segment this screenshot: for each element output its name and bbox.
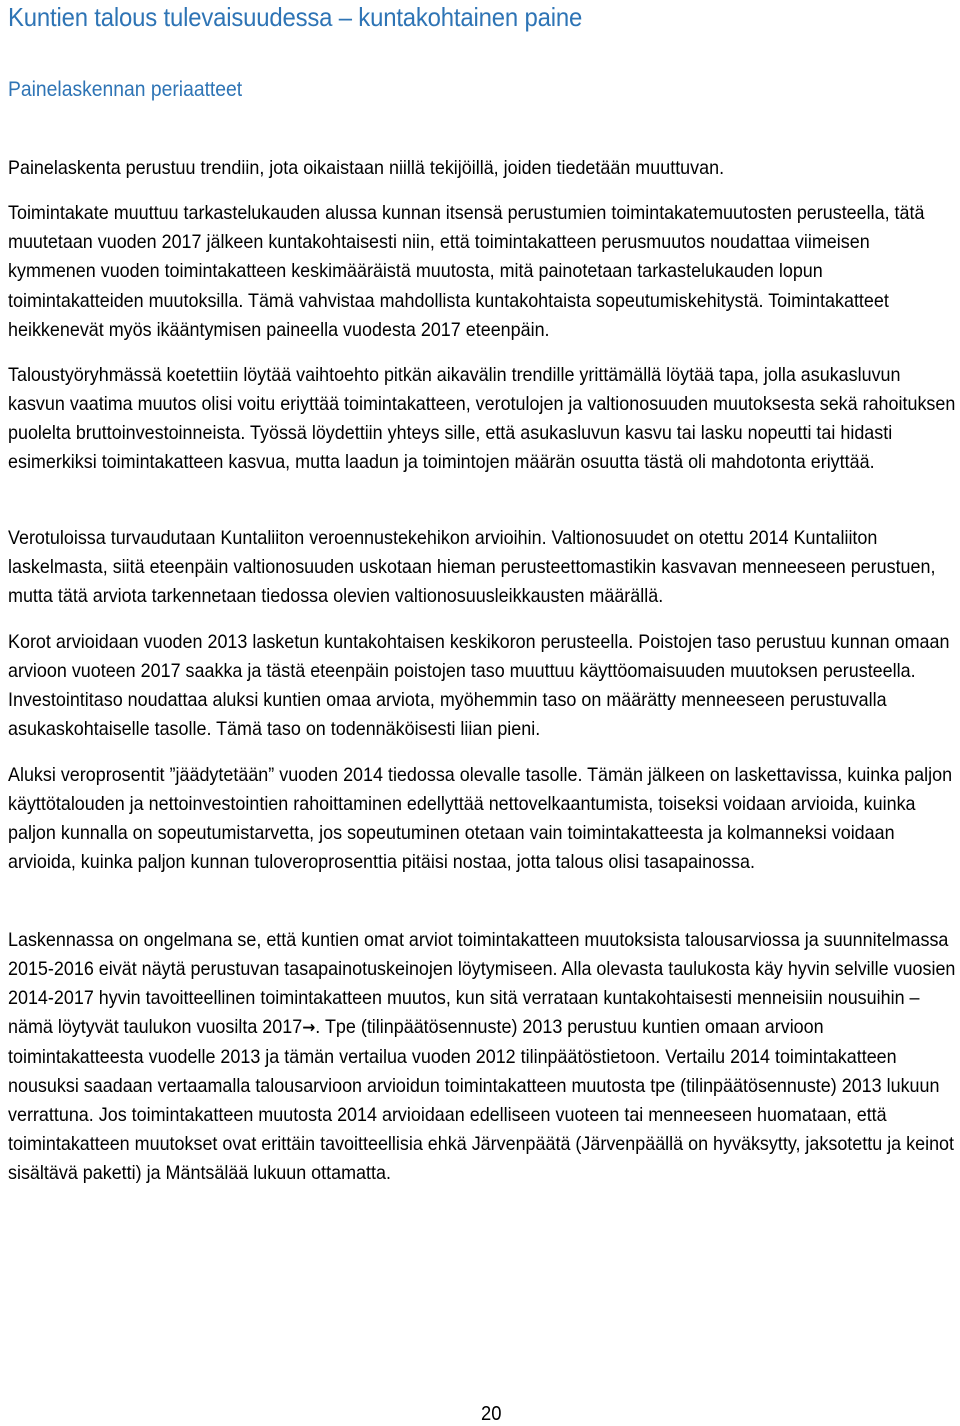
page-title: Kuntien talous tulevaisuudessa – kuntakohtainen paine <box>8 2 583 32</box>
paragraph-tax-rates: Aluksi veroprosentit ”jäädytetään” vuoden 2014 tiedossa olevalle tasolle. Tämän jälkeen on laskettavissa, kuinka paljon käyttötalouden ja nettoinvestointien rahoittaminen edellyttää nettovelkaantumista, toiseksi voidaan arvioida, kuinka paljon kunnalla on sopeutumistarvetta, jos sopeutuminen otetaan vain toimintakatteesta ja kolmanneksi voidaan arvioida, kuinka paljon kunnan tuloveroprosenttia pitäisi nostaa, jotta talous olisi tasapainossa. <box>8 764 953 873</box>
section-subtitle: Painelaskennan periaatteet <box>8 78 243 101</box>
right-arrow-icon: → <box>302 1018 316 1038</box>
paragraph-estimation-problem-part1: Laskennassa on ongelmana se, että kuntien omat arviot toimintakatteen muutoksista talousarviossa ja suunnitelmassa 2015-2016 eivät näytä perustuvan tasapainotuskeinojen löytymiseen. Alla olevasta taulukosta käy hyvin selville vuosien 2014-2017 hyvin tavoitteellinen toimintakatteen muutos, kun sitä verrataan kuntakohtaisesti menneisiin nousuihin – nämä löytyvät taulukon vuosilta 2017 <box>8 929 956 1038</box>
paragraph-estimation-problem <box>8 926 956 1188</box>
page-number: 20 <box>481 1403 502 1425</box>
paragraph-estimation-problem-part2: . Tpe (tilinpäätösennuste) 2013 perustuu kuntien omaan arvioon toimintakatteesta vuodelle 2013 ja tämän vertailua vuoden 2012 tilinpäätöstietoon. Vertailu 2014 toimintakatteen nousuksi saadaan vertaamalla talousarvioon arvioidun toimintakatteen muutosta tpe (tilinpäätösennuste) 2013 lukuun verrattuna. Jos toimintakatteen muutosta 2014 arvioidaan edelliseen vuoteen tai menneeseen huomataan, että toimintakatteen muutokset ovat erittäin tavoitteellisia ehkä Järvenpäätä (Järvenpäällä on hyväksytty, jaksotettu ja keinot sisältävä paketti) ja Mäntsälää lukuun ottamatta. <box>8 1016 955 1184</box>
paragraph-interest-depreciation: Korot arvioidaan vuoden 2013 lasketun kuntakohtaisen keskikoron perusteella. Poistojen taso perustuu kunnan omaan arvioon vuoteen 2017 saakka ja tästä eteenpäin poistojen taso muuttuu käyttöomaisuuden muutoksen perusteella. Investointitaso noudattaa aluksi kuntien omaa arviota, myöhemmin taso on määrätty menneeseen perustuvalla asukaskohtaiselle tasolle. Tämä taso on todennäköisesti liian pieni. <box>8 631 950 740</box>
paragraph-tax-revenue: Verotuloissa turvaudutaan Kuntaliiton veroennustekehikon arvioihin. Valtionosuudet on otettu 2014 Kuntaliiton laskelmasta, siitä eteenpäin valtionosuuden uskotaan hieman perusteettomastikin kasvavan menneeseen perustuen, mutta tätä arviota tarkennetaan tiedossa olevien valtionosuusleikkausten määrällä. <box>8 527 936 607</box>
paragraph-working-group: Taloustyöryhmässä koetettiin löytää vaihtoehto pitkän aikavälin trendille yrittämällä löytää tapa, jolla asukasluvun kasvun vaatima muutos olisi voitu eriyttää toimintakatteen, verotulojen ja valtionosuuden muutoksesta sekä rahoituksen puolelta bruttoinvestoinneista. Työssä löydettiin yhteys sille, että asukasluvun kasvu tai lasku nopeutti tai hidasti esimerkiksi toimintakatteen kasvua, mutta laadun ja toimintojen määrän osuutta tästä oli mahdotonta eriyttää. <box>8 364 956 473</box>
paragraph-trend-basis: Painelaskenta perustuu trendiin, jota oikaistaan niillä tekijöillä, joiden tiedetään muuttuvan. <box>8 157 725 179</box>
paragraph-operating-margin: Toimintakate muuttuu tarkastelukauden alussa kunnan itsensä perustumien toimintakatemuutosten perusteella, tätä muutetaan vuoden 2017 jälkeen kuntakohtaisesti niin, että toimintakatteen perusmuutos noudattaa viimeisen kymmenen vuoden toimintakatteen keskimääräistä muutosta, mitä painotetaan tarkastelukauden lopun toimintakatteiden muutoksilla. Tämä vahvistaa mahdollista kuntakohtaista sopeutumiskehitystä. Toimintakatteet heikkenevät myös ikääntymisen paineella vuodesta 2017 eteenpäin. <box>8 202 925 341</box>
